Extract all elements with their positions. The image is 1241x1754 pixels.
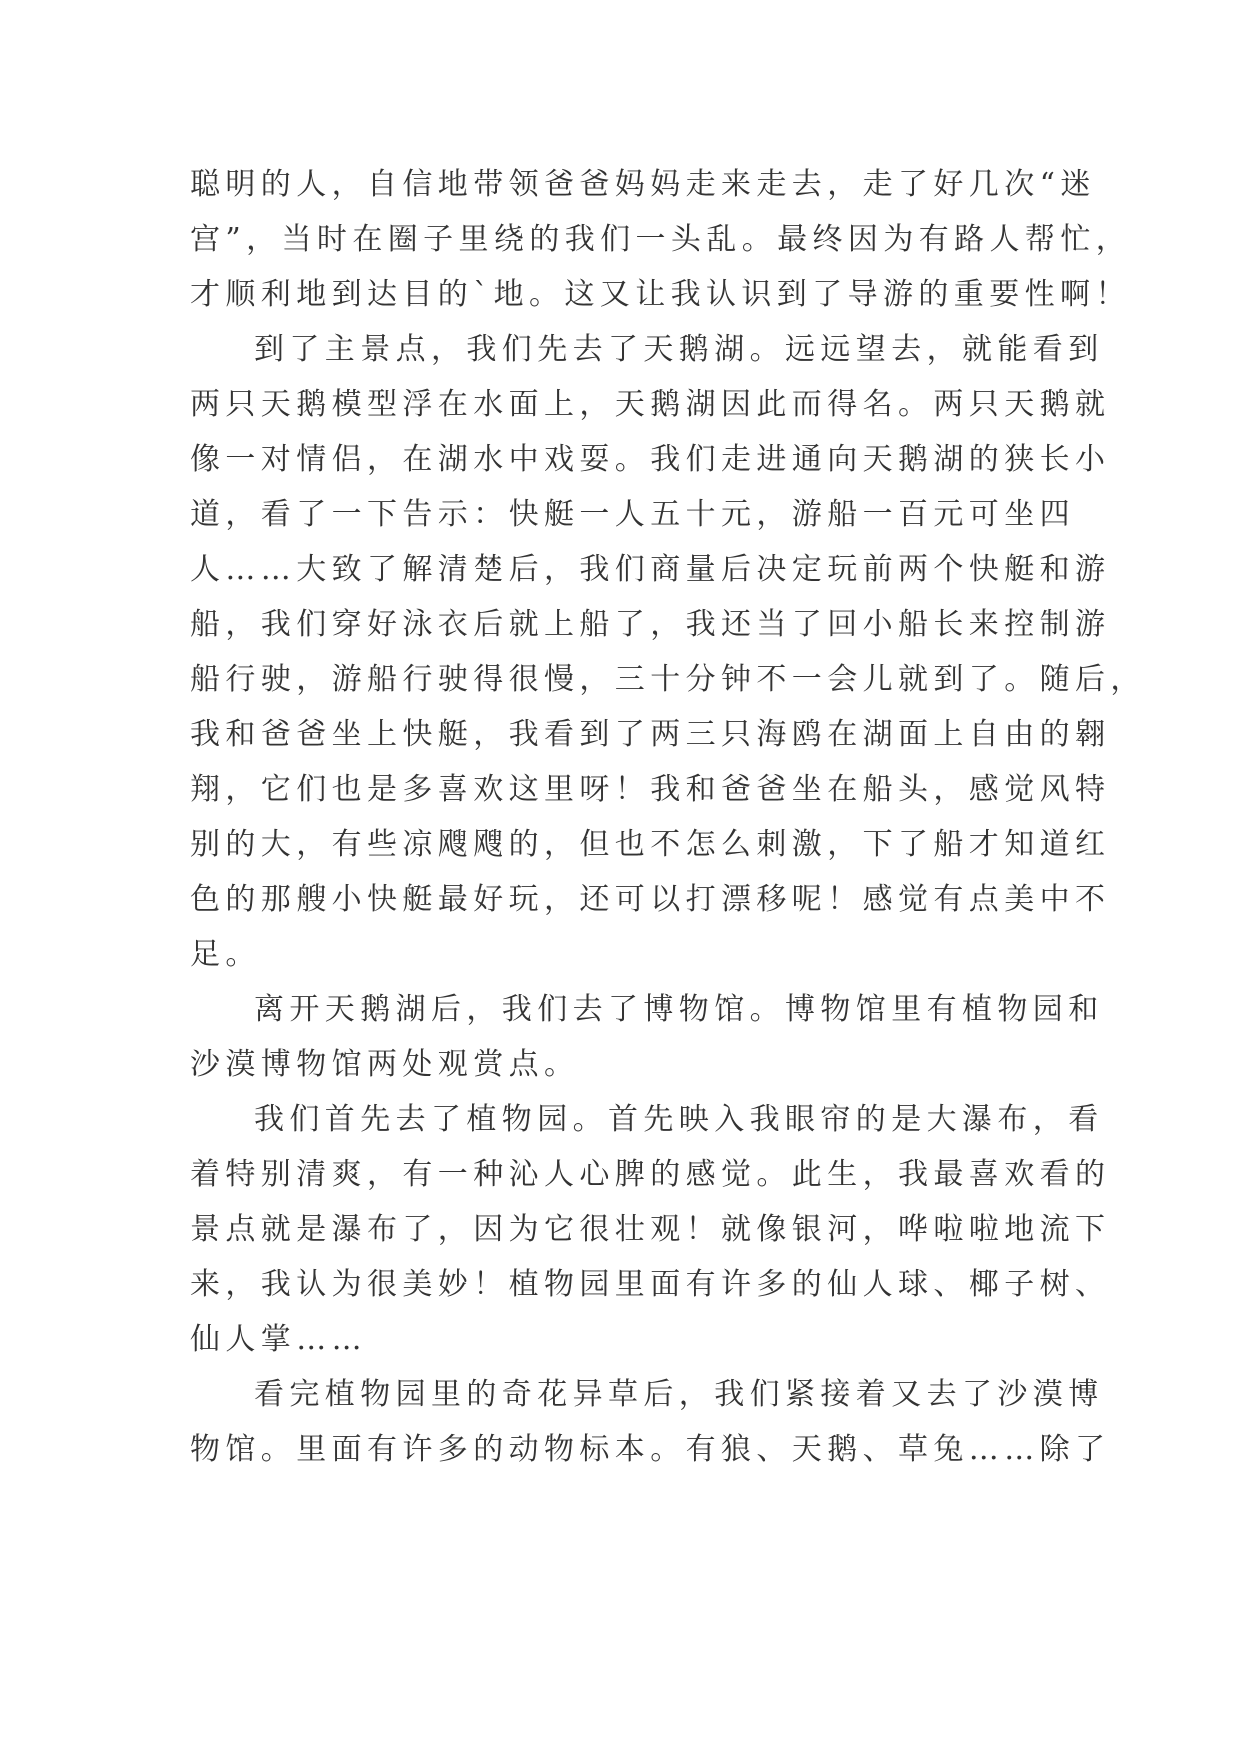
text-line: 沙漠博物馆两处观赏点。 [190, 1047, 580, 1082]
body-text [190, 157, 1146, 1477]
text-line: 才顺利地到达目的`地。这又让我认识到了导游的重要性啊！ [190, 277, 1131, 312]
text-line: 来，我认为很美妙！植物园里面有许多的仙人球、椰子树、 [190, 1267, 1111, 1302]
text-line: 色的那艘小快艇最好玩，还可以打漂移呢！感觉有点美中不 [190, 882, 1111, 917]
text-line: 物馆。里面有许多的动物标本。有狼、天鹅、草兔……除了 [190, 1432, 1111, 1467]
paragraph-first-line: 看完植物园里的奇花异草后，我们紧接着又去了沙漠博 [254, 1377, 1104, 1412]
text-line: 人……大致了解清楚后，我们商量后决定玩前两个快艇和游 [190, 552, 1111, 587]
text-line: 宫”，当时在圈子里绕的我们一头乱。最终因为有路人帮忙， [190, 222, 1132, 257]
text-line: 聪明的人，自信地带领爸爸妈妈走来走去，走了好几次“迷 [190, 167, 1096, 202]
text-line: 别的大，有些凉飕飕的，但也不怎么刺激，下了船才知道红 [190, 827, 1111, 862]
text-line: 两只天鹅模型浮在水面上，天鹅湖因此而得名。两只天鹅就 [190, 387, 1111, 422]
text-line: 景点就是瀑布了，因为它很壮观！就像银河，哗啦啦地流下 [190, 1212, 1111, 1247]
paragraph-first-line: 我们首先去了植物园。首先映入我眼帘的是大瀑布，看 [254, 1102, 1104, 1137]
text-line: 我和爸爸坐上快艇，我看到了两三只海鸥在湖面上自由的翱 [190, 717, 1111, 752]
paragraph-first-line: 离开天鹅湖后，我们去了博物馆。博物馆里有植物园和 [254, 992, 1104, 1027]
text-line: 船行驶，游船行驶得很慢，三十分钟不一会儿就到了。随后， [190, 662, 1146, 697]
text-line: 道，看了一下告示：快艇一人五十元，游船一百元可坐四 [190, 497, 1075, 532]
text-line: 翔，它们也是多喜欢这里呀！我和爸爸坐在船头，感觉风特 [190, 772, 1111, 807]
paragraph-first-line: 到了主景点，我们先去了天鹅湖。远远望去，就能看到 [254, 332, 1104, 367]
text-line: 着特别清爽，有一种沁人心脾的感觉。此生，我最喜欢看的 [190, 1157, 1111, 1192]
text-line: 像一对情侣，在湖水中戏耍。我们走进通向天鹅湖的狭长小 [190, 442, 1111, 477]
text-line: 足。 [190, 937, 261, 972]
text-line: 船，我们穿好泳衣后就上船了，我还当了回小船长来控制游 [190, 607, 1111, 642]
text-line: 仙人掌…… [190, 1322, 367, 1357]
